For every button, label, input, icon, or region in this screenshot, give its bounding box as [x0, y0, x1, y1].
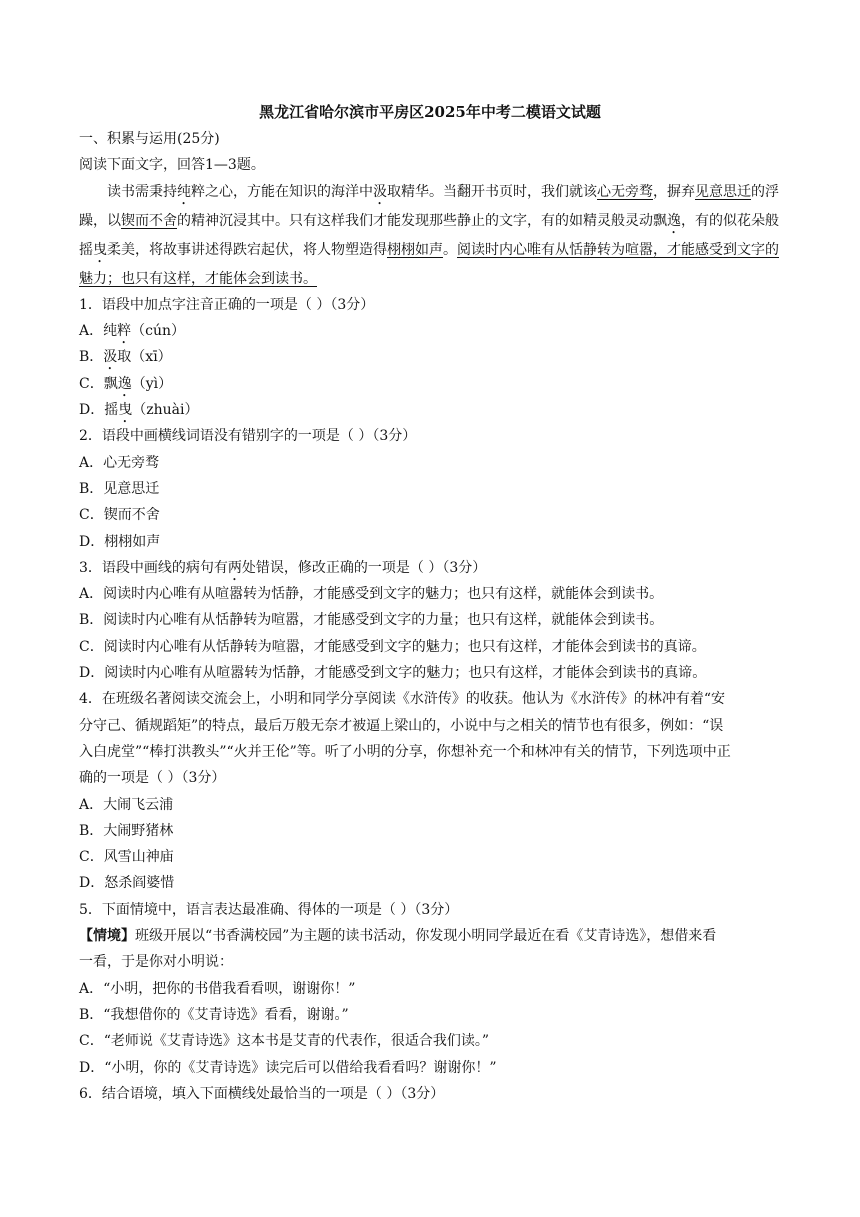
question-1-option-d: D．摇曳（zhuài）: [79, 402, 199, 419]
dotted-char: 汲: [373, 183, 387, 200]
dotted-char: 汲: [103, 349, 118, 366]
underlined-word: 锲而不舍: [121, 212, 177, 229]
question-4-stem-line: 入白虎堂”“棒打洪教头”“火并王伦”等。听了小明的分享，你想补充一个和林冲有关的情节，下列选项中正: [79, 743, 731, 760]
underlined-word: 心无旁骛: [597, 183, 653, 200]
question-5-option-d: D．“小明，你的《艾青诗选》读完后可以借给我看看吗？谢谢你！”: [79, 1059, 497, 1076]
dotted-char: 逸: [117, 375, 132, 392]
underlined-word: 见意思迁: [695, 183, 751, 200]
question-6-stem: 6．结合语境，填入下面横线处最恰当的一项是（ ）（3分）: [79, 1085, 445, 1102]
question-2-option-d: D．栩栩如声: [79, 533, 161, 550]
question-2-option-a: A．心无旁骛: [79, 454, 160, 471]
question-5-stem: 5．下面情境中，语言表达最准确、得体的一项是（ ）（3分）: [79, 901, 459, 918]
question-5-context-cont: 一看，于是你对小明说：: [79, 954, 233, 971]
underlined-sentence: 阅读时内心唯有从恬静转为喧嚣，才能感受到文字的魅力；也只有这样，才能体会到读书。: [79, 241, 779, 287]
question-2-option-c: C．锲而不舍: [79, 507, 160, 524]
question-4-option-b: B．大闹野猪林: [79, 822, 174, 839]
passage-text: 粹之心，方能在知识的海洋中: [191, 183, 373, 200]
question-4-option-c: C．风雪山神庙: [79, 849, 174, 866]
passage-text: 读书需秉持: [107, 183, 177, 200]
dotted-char: 粹: [117, 323, 132, 340]
passage-text: 的浮躁，以: [79, 183, 779, 229]
section-heading: 一、积累与运用(25分): [79, 131, 220, 147]
passage-text: 柔美，将故事讲述得跌宕起伏，将人物塑造得: [107, 241, 387, 258]
question-4-stem-line: 分守己、循规蹈矩”的特点，最后万般无奈才被逼上梁山的，小说中与之相关的情节也有很多，例如：“误: [79, 717, 724, 734]
question-2-stem: 2．语段中画横线词语没有错别字的一项是（ ）（3分）: [79, 428, 417, 445]
question-4-stem-line: 4．在班级名著阅读交流会上，小明和同学分享阅读《水浒传》的收获。他认为《水浒传》的林冲有着“安: [79, 691, 726, 708]
question-4-stem-line: 确的一项是（ ）（3分）: [79, 770, 226, 787]
underlined-word: 栩栩如声: [387, 241, 443, 258]
passage-text: ，有的似花朵般摇: [79, 212, 779, 258]
dotted-char: 两: [227, 559, 242, 576]
question-3-option-b: B．阅读时内心唯有从恬静转为喧嚣，才能感受到文字的力量；也只有这样，就能体会到读书。: [79, 612, 664, 629]
reading-passage: [79, 179, 779, 292]
dotted-char: 曳: [118, 402, 133, 419]
passage-text: 。: [443, 241, 457, 258]
reading-instruction: 阅读下面文字，回答1—3题。: [79, 157, 265, 174]
question-1-stem: 1．语段中加点字注音正确的一项是（ ）（3分）: [79, 296, 375, 313]
question-5-context: 【情境】班级开展以“书香满校园”为主题的读书活动，你发现小明同学最近在看《艾青诗选》，想借来看: [79, 928, 717, 945]
question-5-option-a: A．“小明，把你的书借我看看呗，谢谢你！”: [79, 980, 356, 997]
dotted-char: 纯: [177, 183, 191, 200]
passage-text: 的精神沉浸其中。只有这样我们才能发现那些静止的文字，有的如精灵般灵动飘: [177, 212, 667, 229]
question-3-option-d: D．阅读时内心唯有从喧嚣转为恬静，才能感受到文字的魅力；也只有这样，才能体会到读书的真谛。: [79, 665, 707, 682]
page-title: 黑龙江省哈尔滨市平房区2025年中考二模语文试题: [259, 103, 601, 121]
question-4-option-a: A．大闹飞云浦: [79, 796, 174, 813]
question-5-option-c: C．“老师说《艾青诗选》这本书是艾青的代表作，很适合我们读。”: [79, 1033, 490, 1050]
dotted-char: 逸: [667, 212, 681, 229]
question-2-option-b: B．见意思迁: [79, 480, 160, 497]
question-3-option-c: C．阅读时内心唯有从恬静转为喧嚣，才能感受到文字的魅力；也只有这样，才能体会到读书的真谛。: [79, 638, 706, 655]
question-4-option-d: D．怒杀阎婆惜: [79, 875, 175, 892]
dotted-char: 曳: [93, 241, 107, 258]
passage-text: ，摒弃: [653, 183, 695, 200]
question-1-option-a: A．纯粹（cún）: [79, 323, 185, 340]
question-1-option-b: B．汲取（xī）: [79, 349, 172, 366]
context-tag: 【情境】: [79, 928, 135, 945]
question-5-option-b: B．“我想借你的《艾青诗选》看看，谢谢。”: [79, 1006, 349, 1023]
question-3-stem: 3．语段中画线的病句有两处错误，修改正确的一项是（ ）（3分）: [79, 559, 487, 576]
passage-text: 取精华。当翻开书页时，我们就该: [387, 183, 597, 200]
exam-content: [79, 126, 779, 1107]
question-1-option-c: C．飘逸（yì）: [79, 375, 173, 392]
question-3-option-a: A．阅读时内心唯有从喧嚣转为恬静，才能感受到文字的魅力；也只有这样，就能体会到读书。: [79, 586, 664, 603]
